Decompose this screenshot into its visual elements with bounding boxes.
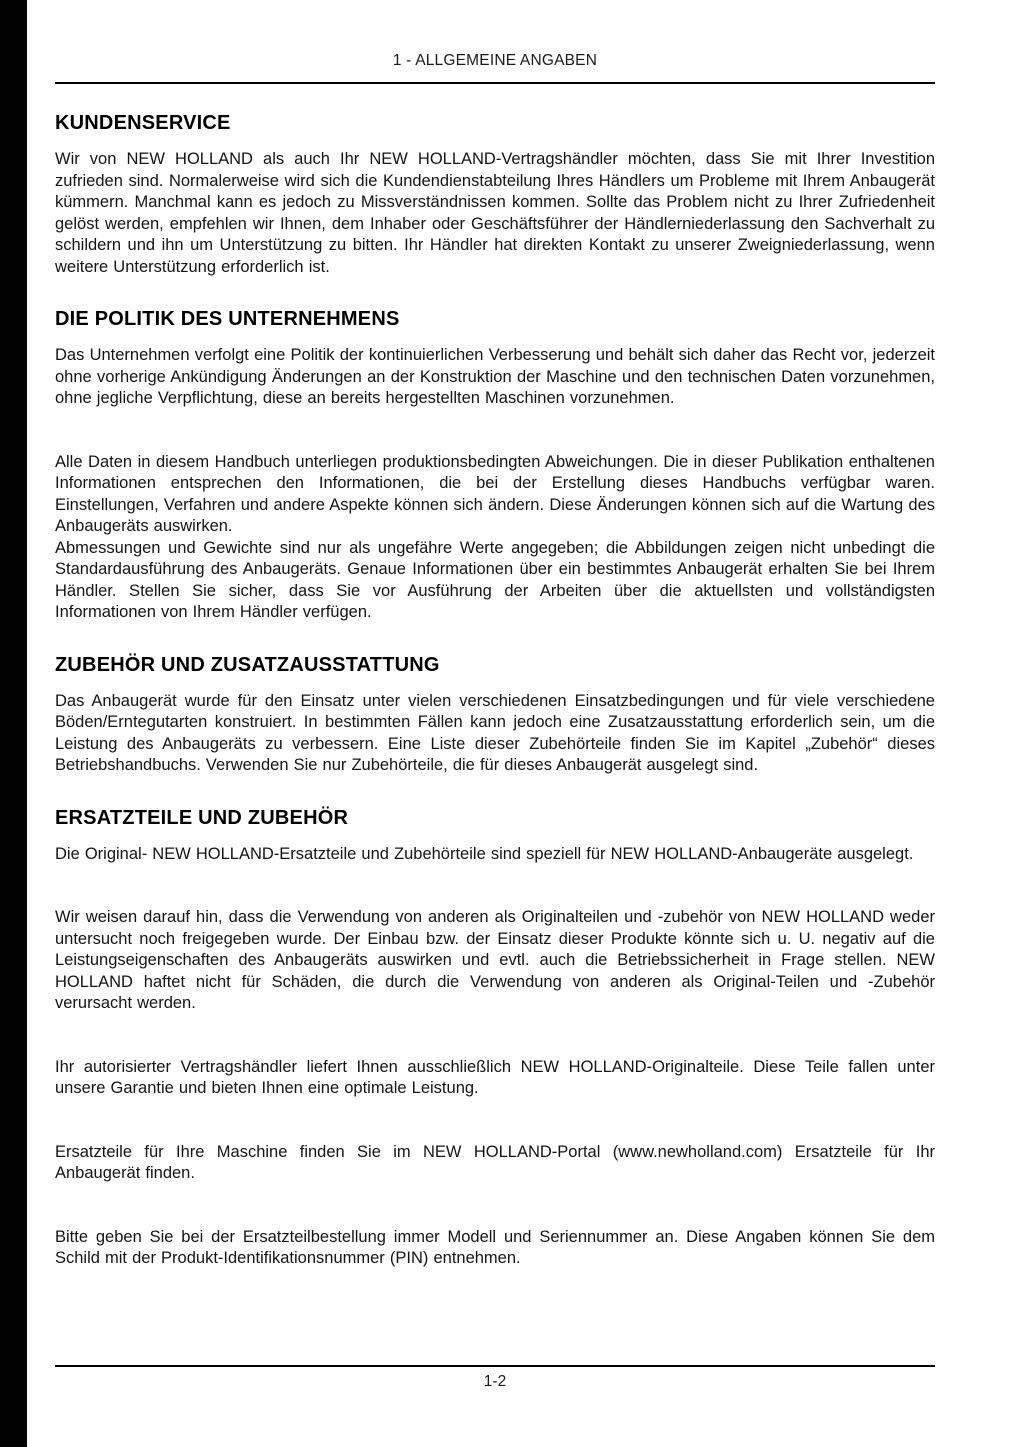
- section-heading-ersatzteile: ERSATZTEILE UND ZUBEHÖR: [55, 806, 349, 829]
- chapter-header: 1 - ALLGEMEINE ANGABEN: [392, 52, 598, 69]
- paragraph: Ihr autorisierter Vertragshändler liefert Ihnen ausschließlich NEW HOLLAND-Originalteile. Diese Teile fallen unter unsere Garantie und bieten Ihnen eine optimale Leistung.: [55, 1057, 935, 1097]
- header-rule: [55, 82, 935, 84]
- page-number: 1-2: [483, 1373, 507, 1390]
- page-content: [55, 0, 935, 1270]
- paragraph: Alle Daten in diesem Handbuch unterliegen produktionsbedingten Abweichungen. Die in dieser Publikation enthaltenen Informationen entsprechen den Informationen, die bei der Erstellung dieses Handbuchs verfügbar waren. Einstellungen, Verfahren und andere Aspekte können sich ändern. Diese Änderungen können sich auf die Wartung des Anbaugeräts auswirken.: [55, 452, 935, 535]
- section-heading-zubehoer-zusatzausstattung: ZUBEHÖR UND ZUSATZAUSSTATTUNG: [55, 653, 440, 676]
- section-heading-politik: DIE POLITIK DES UNTERNEHMENS: [55, 308, 400, 330]
- paragraph: Ersatzteile für Ihre Maschine finden Sie im NEW HOLLAND-Portal (www.newholland.com) Ersatzteile für Ihr Anbaugerät finden.: [55, 1142, 935, 1182]
- paragraph: Wir weisen darauf hin, dass die Verwendung von anderen als Originalteilen und -zubehör von NEW HOLLAND weder untersucht noch freigegeben wurde. Der Einbau bzw. der Einsatz dieser Produkte könnte sich u. U. negativ auf die Leistungseigenschaften des Anbaugeräts auswirken und evtl. auch die Betriebssicherheit in Frage stellen. NEW HOLLAND haftet nicht für Schäden, die durch die Verwendung von anderen als Original-Teilen und -Zubehör verursacht werden.: [55, 908, 935, 1012]
- footer-rule: [55, 1365, 935, 1367]
- paragraph: Bitte geben Sie bei der Ersatzteilbestellung immer Modell und Seriennummer an. Diese Angaben können Sie dem Schild mit der Produkt-Identifikationsnummer (PIN) entnehmen.: [55, 1227, 935, 1267]
- page-footer: [55, 1365, 935, 1391]
- paragraph: Wir von NEW HOLLAND als auch Ihr NEW HOLLAND-Vertragshändler möchten, dass Sie mit Ihrer Investition zufrieden sind. Normalerweise wird sich die Kundendienstabteilung Ihres Händlers um Probleme mit Ihrem Anbaugerät kümmern. Manchmal kann es jedoch zu Missverständnissen kommen. Sollte das Problem nicht zu Ihrer Zufriedenheit gelöst werden, empfehlen wir Ihnen, dem Inhaber oder Geschäftsführer der Händlerniederlassung den Sachverhalt zu schildern und ihn um Unterstützung zu bitten. Ihr Händler hat direkten Kontakt zu unserer Zweigniederlassung, wenn weitere Unterstützung erforderlich ist.: [55, 150, 935, 276]
- page-binding-bar: [0, 0, 27, 1447]
- paragraph: Das Unternehmen verfolgt eine Politik der kontinuierlichen Verbesserung und behält sich daher das Recht vor, jederzeit ohne vorherige Ankündigung Änderungen an der Konstruktion der Maschine und den technischen Daten vorzunehmen, ohne jegliche Verpflichtung, diese an bereits hergestellten Maschinen vorzunehmen.: [55, 346, 935, 407]
- paragraph: Die Original- NEW HOLLAND-Ersatzteile und Zubehörteile sind speziell für NEW HOLLAND-Anbaugeräte ausgelegt.: [55, 844, 914, 863]
- paragraph: Abmessungen und Gewichte sind nur als ungefähre Werte angegeben; die Abbildungen zeigen nicht unbedingt die Standardausführung des Anbaugeräts. Genaue Informationen über ein bestimmtes Anbaugerät erhalten Sie bei Ihrem Händler. Stellen Sie sicher, dass Sie vor Ausführung der Arbeiten über die aktuellsten und vollständigsten Informationen von Ihrem Händler verfügen.: [55, 538, 935, 621]
- paragraph: Das Anbaugerät wurde für den Einsatz unter vielen verschiedenen Einsatzbedingungen und für viele verschiedene Böden/Erntegutarten konstruiert. In bestimmten Fällen kann jedoch eine Zusatzausstattung erforderlich sein, um die Leistung des Anbaugeräts zu verbessern. Eine Liste dieser Zubehörteile finden Sie im Kapitel „Zubehör“ dieses Betriebshandbuchs. Verwenden Sie nur Zubehörteile, die für dieses Anbaugerät ausgelegt sind.: [55, 691, 935, 774]
- section-heading-kundenservice: KUNDENSERVICE: [55, 112, 231, 134]
